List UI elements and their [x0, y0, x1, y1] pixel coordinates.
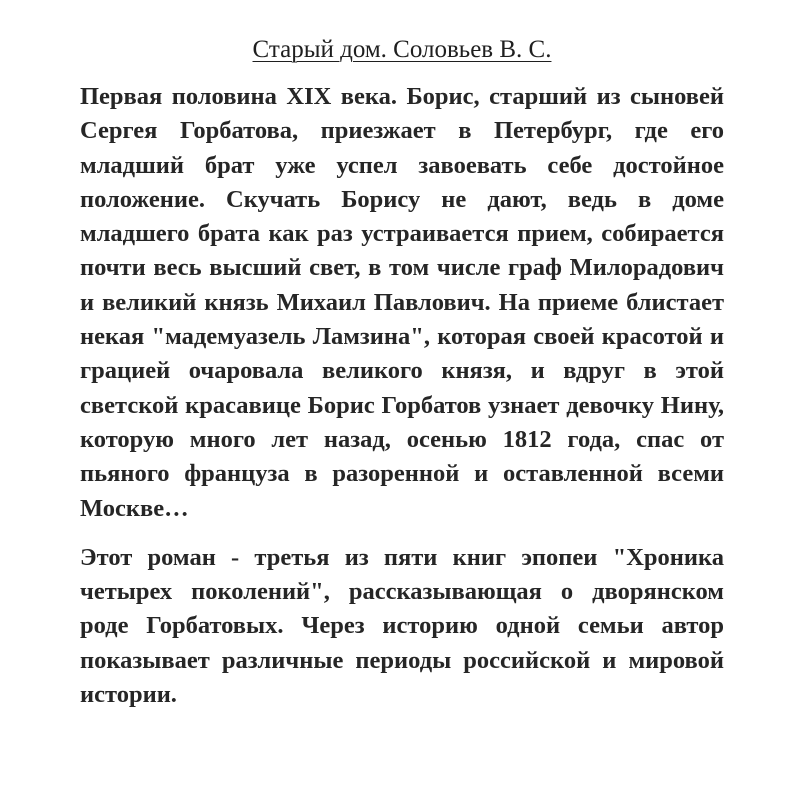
series-note-paragraph: Этот роман - третья из пяти книг эпопеи "Хроника четырех поколений", рассказывающая о дворянском роде Горбатовых. Через историю одной семьи автор показывает различные периоды российской и мировой истории. [80, 543, 724, 709]
synopsis-paragraph: Первая половина XIX века. Борис, старший из сыновей Сергея Горбатова, приезжает в Петербург, где его младший брат уже успел завоевать себе достойное положение. Скучать Борису не дают, ведь в доме младшего брата как раз устраивается прием, собирается почти весь высший свет, в том числе граф Милорадович и великий князь Михаил Павлович. На приеме блистает некая "мадемуазель Ламзина", которая своей красотой и грацией очаровала великого князя, и вдруг в этой светской красавице Борис Горбатов узнает девочку Нину, которую много лет назад, осенью 1812 года, спас от пьяного француза в разоренной и оставленной всеми Москве… [80, 83, 724, 522]
document-page [80, 32, 724, 712]
document-title: Старый дом. Соловьев В. С. [252, 36, 552, 63]
